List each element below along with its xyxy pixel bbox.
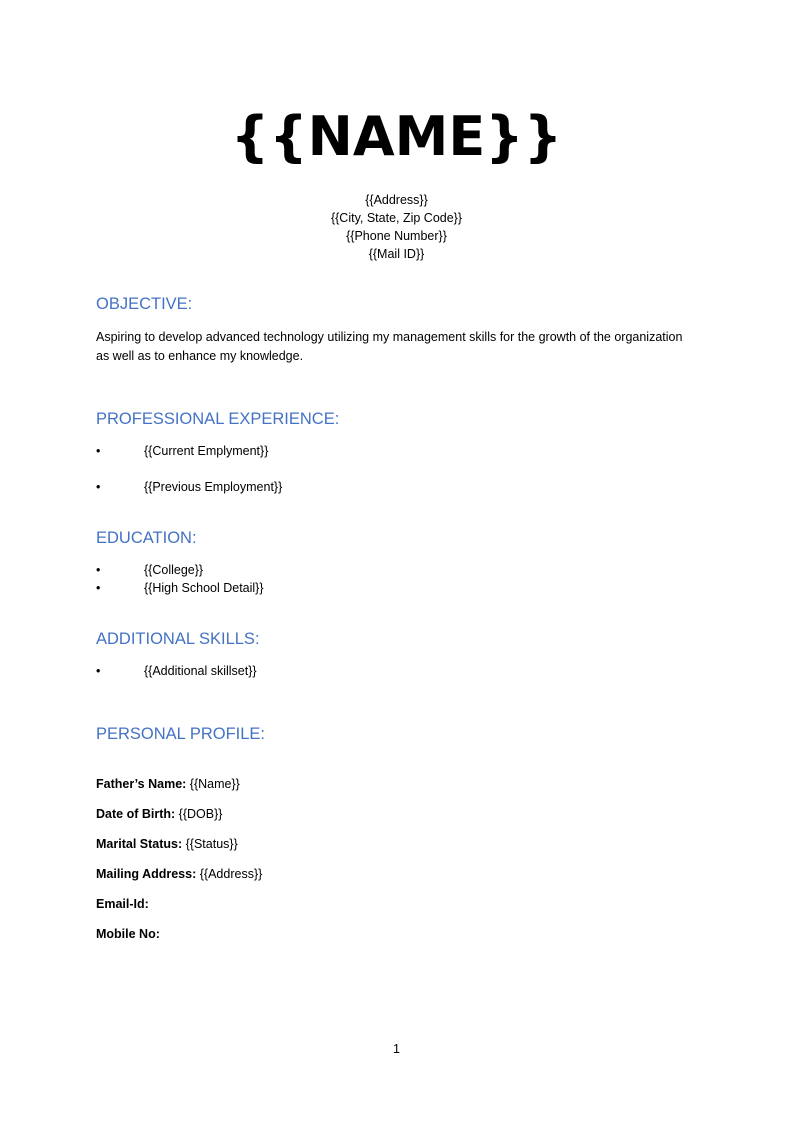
objective-text: Aspiring to develop advanced technology utilizing my management skills for the growth of the organization as well as to enhance my knowledge. (96, 330, 683, 363)
field-label: Email-Id: (96, 897, 149, 911)
bullet-icon: • (96, 444, 101, 458)
current-employment: {{Current Emplyment}} (144, 444, 269, 458)
field-value: {{Status}} (185, 837, 238, 851)
additional-skillset: {{Additional skillset}} (144, 664, 257, 678)
objective-heading: OBJECTIVE: (96, 295, 193, 313)
field-label: Mobile No: (96, 927, 160, 941)
field-label: Marital Status: (96, 837, 183, 851)
field-value: {{Address}} (199, 867, 263, 881)
address-line: {{Address}} (365, 193, 428, 207)
phone-line: {{Phone Number}} (346, 229, 447, 243)
bullet-icon: • (96, 664, 101, 678)
bullet-icon: • (96, 480, 101, 494)
skills-heading: ADDITIONAL SKILLS: (96, 630, 260, 648)
page-number: 1 (393, 1042, 400, 1056)
fathers-name-row (96, 775, 240, 793)
bullet-icon: • (96, 581, 101, 595)
dob-row (96, 805, 222, 823)
field-value: {{Name}} (189, 777, 240, 791)
field-label: Father’s Name: (96, 777, 187, 791)
marital-status-row (96, 835, 238, 853)
mail-line: {{Mail ID}} (368, 247, 425, 261)
college: {{College}} (144, 563, 204, 577)
education-heading: EDUCATION: (96, 529, 197, 547)
city-state-zip-line: {{City, State, Zip Code}} (330, 211, 463, 225)
email-row (96, 895, 149, 913)
field-label: Mailing Address: (96, 867, 197, 881)
mobile-row (96, 925, 160, 943)
field-label: Date of Birth: (96, 807, 176, 821)
name-title: {{NAME}} (230, 105, 563, 168)
contact-block (0, 191, 793, 263)
mailing-address-row (96, 865, 262, 883)
bullet-icon: • (96, 563, 101, 577)
profile-heading: PERSONAL PROFILE: (96, 725, 266, 743)
previous-employment: {{Previous Employment}} (144, 480, 283, 494)
experience-heading: PROFESSIONAL EXPERIENCE: (96, 410, 340, 428)
high-school: {{High School Detail}} (144, 581, 264, 595)
field-value: {{DOB}} (178, 807, 223, 821)
